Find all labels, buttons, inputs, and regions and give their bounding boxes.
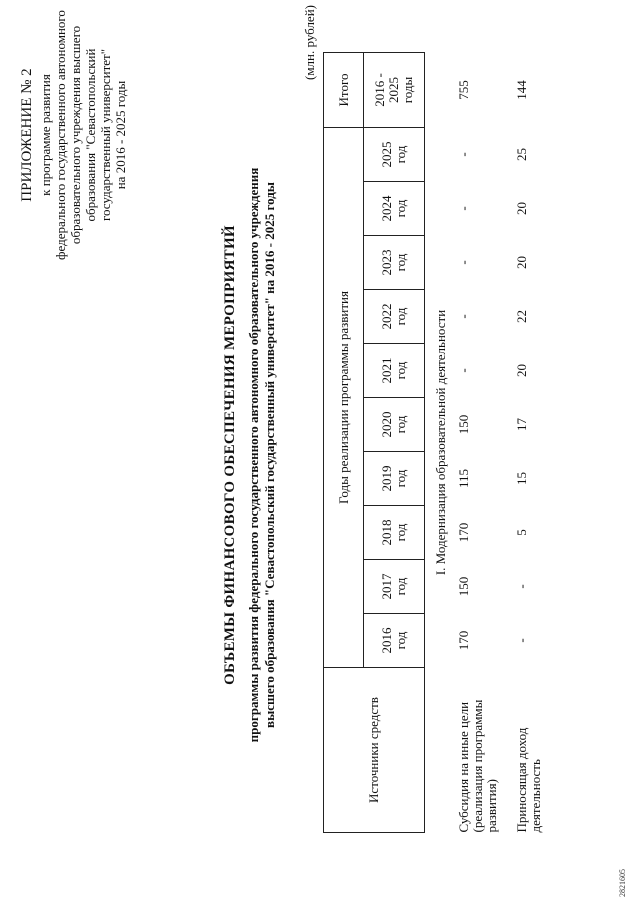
year-unit: год: [393, 577, 408, 596]
table-cell: -: [455, 368, 471, 373]
years-header: Годы реализации программы развития: [324, 128, 364, 668]
year-number: 2022: [379, 303, 394, 330]
table-cell: 115: [455, 468, 471, 489]
table-row: [515, 53, 555, 833]
table-cell: 150: [455, 414, 471, 435]
appendix-line: образовательного учреждения высшего: [68, 25, 83, 245]
section-row: [425, 53, 457, 833]
year-header-2020: [364, 398, 425, 452]
year-header-2023: [364, 236, 425, 290]
appendix-line: образования "Севастопольский: [83, 48, 98, 222]
total-period-header: [364, 53, 425, 128]
table-cell: -: [513, 638, 529, 643]
year-number: 2021: [379, 357, 394, 384]
year-number: 2020: [379, 411, 394, 438]
title-sub-line-2: высшего образования "Севастопольский государственный университет" на 2016 - 2025 годы: [262, 182, 277, 728]
title-main: ОБЪЕМЫ ФИНАНСОВОГО ОБЕСПЕЧЕНИЯ МЕРОПРИЯТИЙ: [222, 225, 238, 685]
units-label: (млн. рублей): [302, 5, 317, 80]
table-cell: -: [455, 152, 471, 157]
table-cell: 20: [513, 202, 529, 215]
appendix-line: на 2016 - 2025 годы: [113, 80, 128, 190]
total-period-line: годы: [400, 76, 415, 104]
year-unit: год: [393, 307, 408, 326]
appendix-line: государственный университет": [98, 48, 113, 222]
appendix-line: федерального государственного автономного: [53, 10, 68, 260]
year-number: 2018: [379, 519, 394, 546]
year-number: 2016: [379, 627, 394, 654]
year-header-2022: [364, 290, 425, 344]
year-header-2017: [364, 560, 425, 614]
year-unit: год: [393, 469, 408, 488]
year-header-2019: [364, 452, 425, 506]
year-header-2024: [364, 182, 425, 236]
table-header-row: [324, 53, 364, 833]
table-cell: -: [455, 314, 471, 319]
year-header-2021: [364, 344, 425, 398]
total-header: Итого: [324, 53, 364, 128]
financing-table: [323, 52, 555, 833]
document-title: [222, 125, 278, 785]
source-header: Источники средств: [324, 668, 425, 833]
table-cell: 17: [513, 418, 529, 431]
table-row: [457, 53, 515, 833]
table-cell: 15: [513, 472, 529, 485]
year-number: 2017: [379, 573, 394, 600]
year-header-2018: [364, 506, 425, 560]
year-number: 2023: [379, 249, 394, 276]
total-period-line: 2016 -: [372, 73, 387, 107]
table-cell: -: [513, 584, 529, 589]
total-period-line: 2025: [386, 77, 401, 103]
year-unit: год: [393, 253, 408, 272]
title-sub-line-1: программы развития федерального государственного автономного образовательного учреждения: [246, 167, 261, 743]
year-unit: год: [393, 361, 408, 380]
section-title: I. Модернизация образовательной деятельности: [432, 309, 448, 576]
table-cell: 150: [455, 576, 471, 597]
table-cell: -: [455, 206, 471, 211]
year-unit: год: [393, 523, 408, 542]
table-cell: 170: [455, 630, 471, 651]
year-header-2025: [364, 128, 425, 182]
row-source: Приносящая доход деятельность: [513, 727, 543, 833]
table-cell: 25: [513, 148, 529, 161]
row-total: 755: [455, 80, 471, 100]
appendix-title: ПРИЛОЖЕНИЕ № 2: [19, 68, 35, 202]
appendix-line: к программе развития: [38, 74, 53, 196]
table-cell: 170: [455, 522, 471, 543]
table-cell: 20: [513, 256, 529, 269]
row-source: Субсидия на иные цели (реализация программы развития): [455, 699, 499, 833]
year-number: 2025: [379, 141, 394, 168]
year-number: 2019: [379, 465, 394, 492]
year-unit: год: [393, 145, 408, 164]
year-unit: год: [393, 631, 408, 650]
appendix-block: [18, 0, 128, 285]
year-unit: год: [393, 415, 408, 434]
table-cell: -: [455, 260, 471, 265]
document-code: 2821605: [618, 869, 627, 897]
year-number: 2024: [379, 195, 394, 222]
year-header-2016: [364, 614, 425, 668]
row-total: 144: [513, 80, 529, 100]
year-unit: год: [393, 199, 408, 218]
table-cell: 5: [513, 529, 529, 536]
table-cell: 22: [513, 310, 529, 323]
table-cell: 20: [513, 364, 529, 377]
